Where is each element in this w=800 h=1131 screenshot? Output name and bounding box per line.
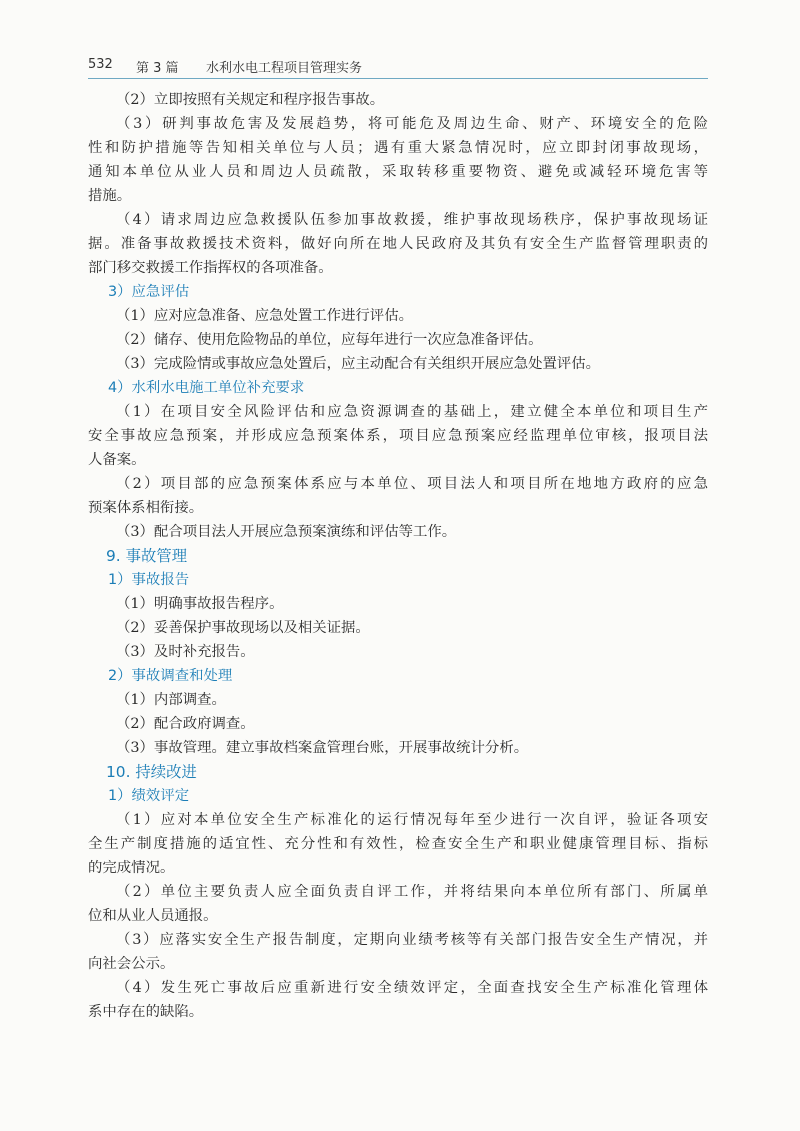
paragraph-continuation-line: 通知本单位从业人员和周边人员疏散，采取转移重要物资、避免或减轻环境危害等	[88, 164, 708, 180]
paragraph-line: （2）单位主要负责人应全面负责自评工作，并将结果向本单位所有部门、所属单	[116, 884, 708, 900]
paragraph-line: （3）应落实安全生产报告制度，定期向业绩考核等有关部门报告安全生产情况，并	[116, 932, 708, 948]
paragraph-continuation-line: 性和防护措施等告知相关单位与人员；遇有重大紧急情况时，应立即封闭事故现场，	[88, 140, 708, 156]
subsection-heading: 2）事故调查和处理	[108, 668, 233, 684]
paragraph-line: （3）研判事故危害及发展趋势，将可能危及周边生命、财产、环境安全的危险	[116, 116, 708, 132]
paragraph-continuation-line: 的完成情况。	[88, 860, 175, 876]
paragraph-line: （3）配合项目法人开展应急预案演练和评估等工作。	[116, 524, 457, 540]
paragraph-continuation-line: 向社会公示。	[88, 956, 175, 972]
paragraph-line: （3）及时补充报告。	[116, 644, 255, 660]
paragraph-line: （1）在项目安全风险评估和应急资源调查的基础上，建立健全本单位和项目生产	[116, 404, 708, 420]
subsection-heading: 3）应急评估	[108, 284, 190, 300]
paragraph-continuation-line: 据。准备事故救援技术资料，做好向所在地人民政府及其负有安全生产监督管理职责的	[88, 236, 708, 252]
paragraph-continuation-line: 系中存在的缺陷。	[88, 1004, 204, 1020]
paragraph-continuation-line: 位和从业人员通报。	[88, 908, 218, 924]
paragraph-line: （2）配合政府调查。	[116, 716, 255, 732]
subsection-heading: 4）水利水电施工单位补充要求	[108, 380, 305, 396]
part-label: 第 3 篇	[136, 61, 179, 76]
paragraph-continuation-line: 安全事故应急预案，并形成应急预案体系，项目应急预案应经监理单位审核，报项目法	[88, 428, 708, 444]
paragraph-line: （2）立即按照有关规定和程序报告事故。	[116, 92, 385, 108]
paragraph-line: （4）请求周边应急救援队伍参加事故救援，维护事故现场秩序，保护事故现场证	[116, 212, 708, 228]
paragraph-line: （2）妥善保护事故现场以及相关证据。	[116, 620, 370, 636]
section-heading: 10. 持续改进	[106, 763, 197, 781]
paragraph-continuation-line: 人备案。	[88, 452, 146, 468]
paragraph-continuation-line: 全生产制度措施的适宜性、充分性和有效性，检查安全生产和职业健康管理目标、指标	[88, 836, 708, 852]
paragraph-continuation-line: 部门移交救援工作指挥权的各项准备。	[88, 260, 333, 276]
header-divider	[88, 78, 708, 79]
paragraph-continuation-line: 预案体系相衔接。	[88, 500, 204, 516]
subsection-heading: 1）事故报告	[108, 572, 190, 588]
subsection-heading: 1）绩效评定	[108, 788, 190, 804]
paragraph-continuation-line: 措施。	[88, 188, 132, 204]
paragraph-line: （4）发生死亡事故后应重新进行安全绩效评定，全面查找安全生产标准化管理体	[116, 980, 708, 996]
paragraph-line: （3）完成险情或事故应急处置后，应主动配合有关组织开展应急处置评估。	[116, 356, 601, 372]
section-heading: 9. 事故管理	[106, 547, 188, 565]
paragraph-line: （1）应对应急准备、应急处置工作进行评估。	[116, 308, 413, 324]
book-title: 水利水电工程项目管理实务	[206, 61, 363, 76]
paragraph-line: （2）项目部的应急预案体系应与本单位、项目法人和项目所在地地方政府的应急	[116, 476, 708, 492]
page-number: 532	[88, 57, 113, 72]
paragraph-line: （1）内部调查。	[116, 692, 226, 708]
page-body	[88, 88, 708, 1024]
paragraph-line: （3）事故管理。建立事故档案盒管理台账，开展事故统计分析。	[116, 740, 529, 756]
paragraph-line: （2）储存、使用危险物品的单位，应每年进行一次应急准备评估。	[116, 332, 543, 348]
paragraph-line: （1）明确事故报告程序。	[116, 596, 284, 612]
paragraph-line: （1）应对本单位安全生产标准化的运行情况每年至少进行一次自评，验证各项安	[116, 812, 708, 828]
page-header	[88, 55, 708, 79]
